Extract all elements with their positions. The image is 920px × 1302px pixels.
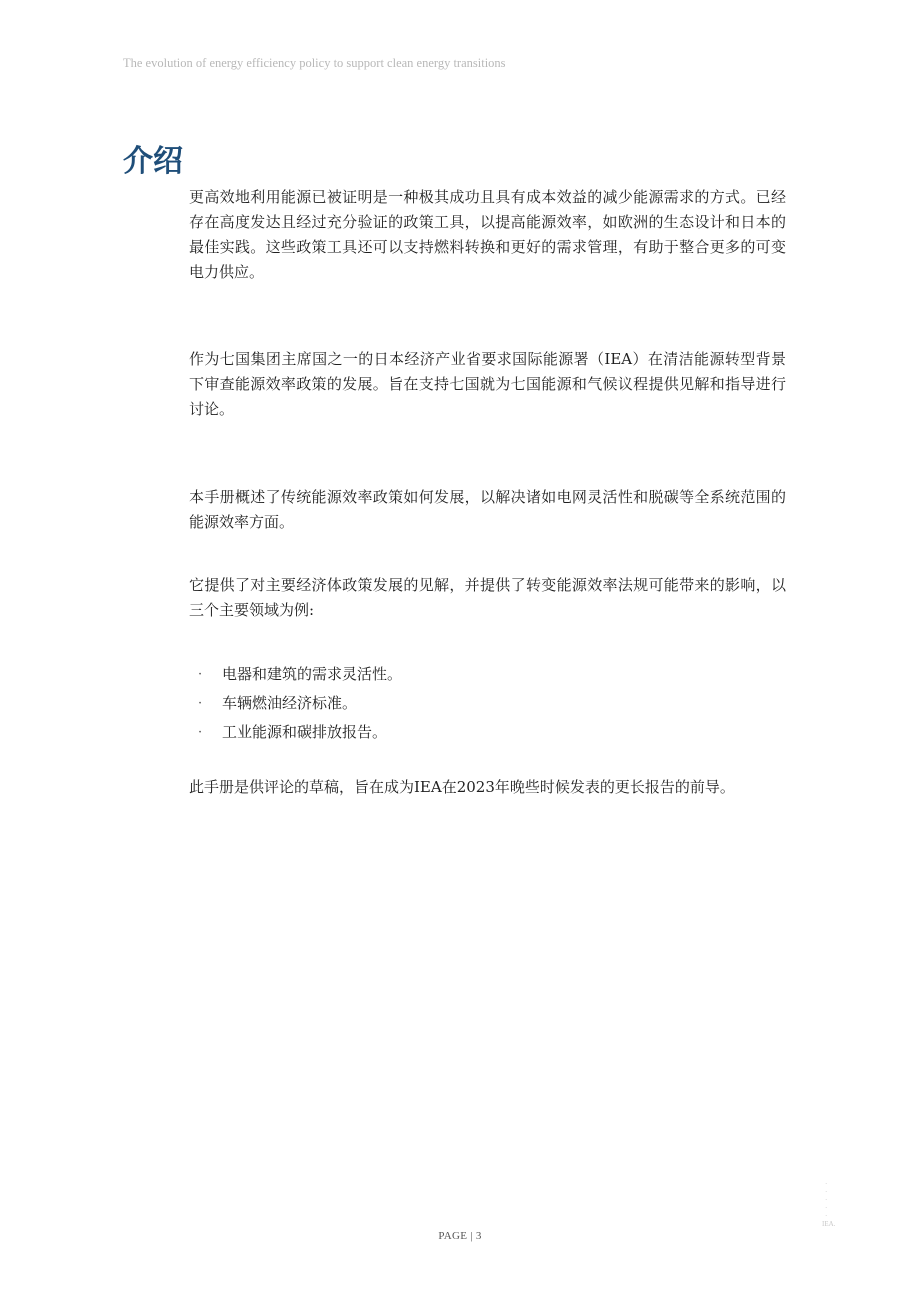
list-item-text: 工业能源和碳排放报告。 bbox=[222, 723, 388, 741]
watermark-text: IEA. bbox=[822, 1220, 836, 1228]
list-item bbox=[189, 720, 786, 749]
bullet-dot-icon: · bbox=[198, 725, 203, 740]
iea-watermark-logo bbox=[822, 1180, 848, 1232]
paragraph-insights: 它提供了对主要经济体政策发展的见解，并提供了转变能源效率法规可能带来的影响，以三个主要领域为例: bbox=[189, 576, 786, 619]
paragraph-closing: 此手册是供评论的草稿，旨在成为IEA在2023年晚些时候发表的更长报告的前导。 bbox=[189, 778, 735, 796]
paragraph-handbook-overview: 本手册概述了传统能源效率政策如何发展，以解决诸如电网灵活性和脱碳等全系统范围的能源效率方面。 bbox=[189, 488, 786, 531]
bullet-dot-icon: · bbox=[198, 696, 203, 711]
watermark-dots: · · · · · bbox=[825, 1180, 828, 1220]
list-item-text: 车辆燃油经济标准。 bbox=[222, 694, 358, 712]
paragraph-g7-request: 作为七国集团主席国之一的日本经济产业省要求国际能源署（IEA）在清洁能源转型背景下审查能源效率政策的发展。旨在支持七国就为七国能源和气候议程提供见解和指导进行讨论。 bbox=[189, 350, 786, 418]
bullet-dot-icon: · bbox=[198, 667, 203, 682]
list-item bbox=[189, 662, 786, 691]
paragraph-intro: 更高效地利用能源已被证明是一种极其成功且具有成本效益的减少能源需求的方式。已经存在高度发达且经过充分验证的政策工具，以提高能源效率，如欧洲的生态设计和日本的最佳实践。这些政策工具还可以支持燃料转换和更好的需求管理，有助于整合更多的可变电力供应。 bbox=[189, 188, 786, 281]
bullet-list bbox=[189, 662, 786, 749]
list-item-text: 电器和建筑的需求灵活性。 bbox=[222, 665, 403, 683]
page-number: PAGE | 3 bbox=[438, 1230, 482, 1242]
section-title: 介绍 bbox=[123, 144, 183, 179]
running-header: The evolution of energy efficiency policy to support clean energy transitions bbox=[123, 56, 506, 70]
list-item bbox=[189, 691, 786, 720]
